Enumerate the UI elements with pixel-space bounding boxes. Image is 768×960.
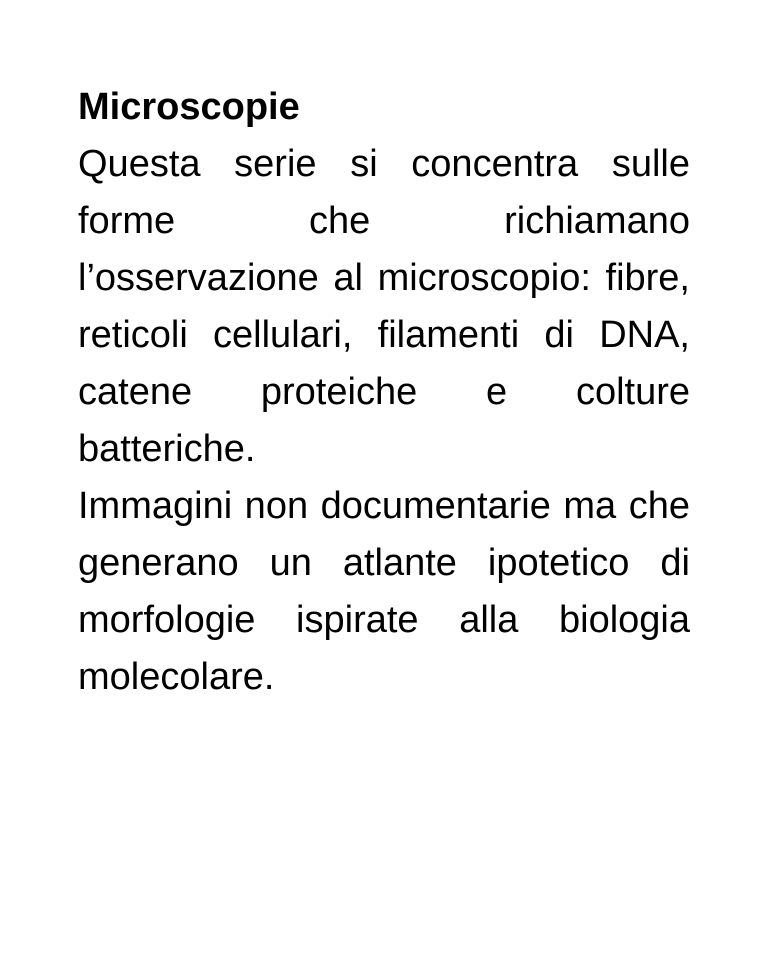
document-title: Microscopie <box>78 86 300 128</box>
document-body <box>78 79 690 706</box>
paragraph-1: Questa serie si concentra sulle forme che richiamano l’osservazione al microscopio: fibre, reticoli cellulari, filamenti di DNA, catene proteiche e colture batteriche. <box>78 143 690 470</box>
paragraph-2: Immagini non documentarie ma che generano un atlante ipotetico di morfologie ispirate alla biologia molecolare. <box>78 485 690 698</box>
